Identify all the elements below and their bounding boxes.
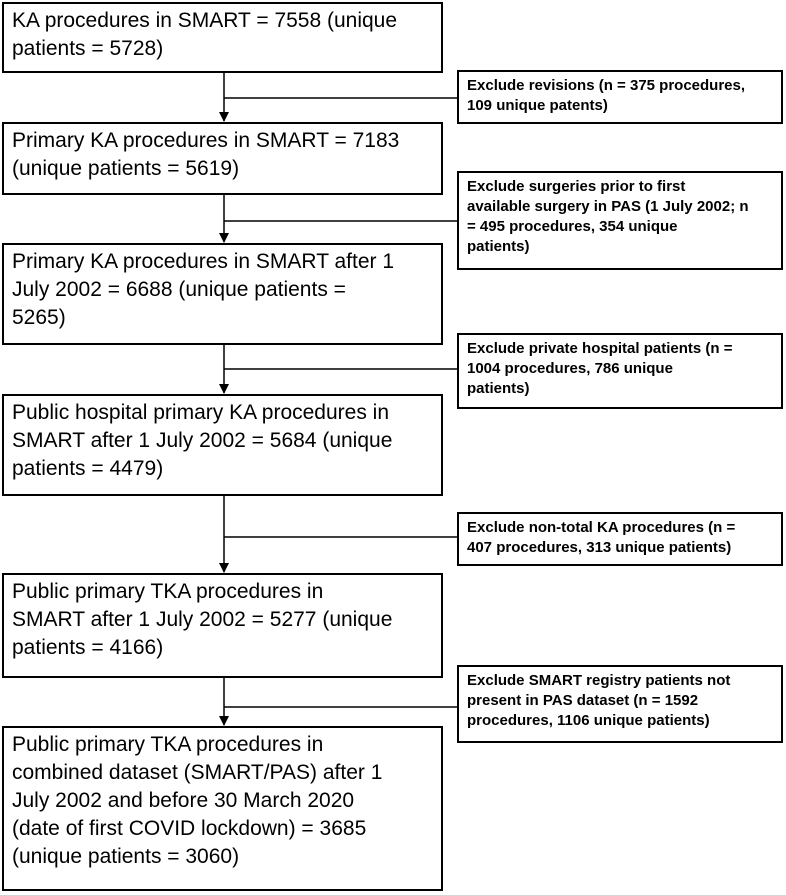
main-box-1	[2, 2, 443, 73]
main-box-3	[2, 243, 443, 345]
main-box-5	[2, 573, 443, 678]
main-box-3-text: Primary KA procedures in SMART after 1 July 2002 = 6688 (unique patients = 5265)	[12, 250, 395, 329]
exclusion-box-4	[457, 512, 783, 566]
main-box-2	[2, 122, 443, 195]
exclusion-box-5-text: Exclude SMART registry patients not present in PAS dataset (n = 1592 procedures, 1106 unique patients)	[467, 672, 731, 729]
exclusion-box-1	[457, 70, 783, 124]
exclusion-box-3	[457, 333, 783, 409]
exclusion-box-5	[457, 665, 783, 743]
exclusion-box-3-text: Exclude private hospital patients (n = 1004 procedures, 786 unique patients)	[467, 340, 733, 397]
exclusion-box-2	[457, 171, 783, 270]
exclusion-box-1-text: Exclude revisions (n = 375 procedures, 109 unique patents)	[467, 77, 746, 114]
exclusion-box-2-text: Exclude surgeries prior to first available surgery in PAS (1 July 2002; n = 495 procedures, 354 unique patients)	[467, 178, 749, 255]
exclusion-box-4-text: Exclude non-total KA procedures (n = 407 procedures, 313 unique patients)	[467, 519, 736, 556]
main-box-4-text: Public hospital primary KA procedures in SMART after 1 July 2002 = 5684 (unique patients = 4479)	[12, 401, 393, 480]
main-box-5-text: Public primary TKA procedures in SMART after 1 July 2002 = 5277 (unique patients = 4166)	[12, 580, 393, 659]
main-box-1-text: KA procedures in SMART = 7558 (unique patients = 5728)	[12, 9, 398, 60]
main-box-2-text: Primary KA procedures in SMART = 7183 (unique patients = 5619)	[12, 129, 400, 180]
main-box-6-text: Public primary TKA procedures in combined dataset (SMART/PAS) after 1 July 2002 and before 30 March 2020 (date of first COVID lockdown) = 3685 (unique patients = 3060)	[12, 733, 383, 868]
main-box-4	[2, 394, 443, 496]
main-box-6	[2, 726, 443, 891]
